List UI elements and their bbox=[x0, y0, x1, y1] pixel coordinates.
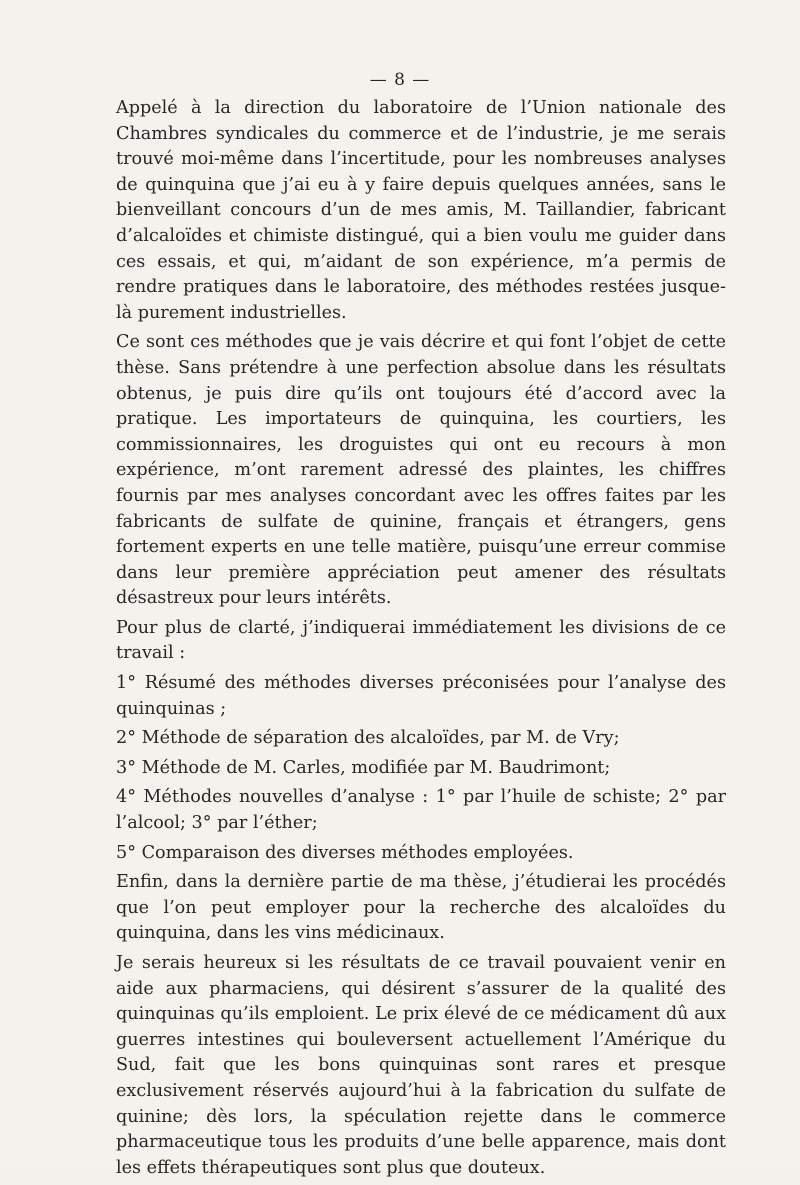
paragraph-divisions: Pour plus de clarté, j’indiquerai immédiatement les divisions de ce travail : bbox=[116, 617, 726, 664]
list-item: 1° Résumé des méthodes diverses préconisées pour l’analyse des quinquinas ; bbox=[116, 673, 726, 719]
paragraph-methods: Ce sont ces méthodes que je vais décrire et qui font l’objet de cette thèse. Sans prétendre à une perfection absolue dans les résultats obtenus, je puis dire qu’ils ont toujours été d’accord avec la pratique. Les importateurs de quinquina, les courtiers, les commissionnaires, les droguistes qui ont eu recours à mon expérience, m’ont rarement adressé des plaintes, les chiffres fournis par mes analyses concordant avec les offres faites par les fabricants de sulfate de quinine, français et étrangers, gens fortement experts en une telle matière, puisqu’une erreur commise dans leur première appréciation peut amener des résultats désastreux pour leurs intérêts. bbox=[116, 332, 726, 609]
list-item: 5° Comparaison des diverses méthodes employées. bbox=[116, 842, 574, 863]
paragraph-conclusion: Je serais heureux si les résultats de ce travail pouvaient venir en aide aux pharmaciens, qui désirent s’assurer de la qualité des quinquinas qu’ils emploient. Le prix élevé de ce médicament dû aux guerres intestines qui bouleversent actuellement l’Amérique du Sud, fait que les bons quinquinas sont rares et presque exclusivement réservés aujourd’hui à la fabrication du sulfate de quinine; dès lors, la spéculation rejette dans le commerce pharmaceutique tous les produits d’une belle apparence, mais dont les effets thérapeutiques sont plus que douteux. bbox=[116, 953, 726, 1178]
page-number: — 8 — bbox=[369, 70, 431, 90]
paragraph-wines: Enfin, dans la dernière partie de ma thèse, j’étudierai les procédés que l’on peut employer pour la recherche des alcaloïdes du quinquina, dans les vins médicinaux. bbox=[116, 872, 726, 944]
list-item: 4° Méthodes nouvelles d’analyse : 1° par l’huile de schiste; 2° par l’alcool; 3° par l’éther; bbox=[116, 787, 726, 834]
body-text bbox=[116, 96, 726, 1185]
list-item: 3° Méthode de M. Carles, modifiée par M. Baudrimont; bbox=[116, 757, 611, 778]
list-item: 2° Méthode de séparation des alcaloïdes, par M. de Vry; bbox=[116, 728, 620, 749]
paragraph-intro: Appelé à la direction du laboratoire de l’Union nationale des Chambres syndicales du commerce et de l’industrie, je me serais trouvé moi-même dans l’incertitude, pour les nombreuses analyses de quinquina que j’ai eu à y faire depuis quelques années, sans le bienveillant concours d’un de mes amis, M. Taillandier, fabricant d’alcaloïdes et chimiste distingué, qui a bien voulu me guider dans ces essais, et qui, m’aidant de son expérience, m’a permis de rendre pratiques dans le laboratoire, des méthodes restées jusque-là purement industrielles. bbox=[116, 98, 726, 323]
